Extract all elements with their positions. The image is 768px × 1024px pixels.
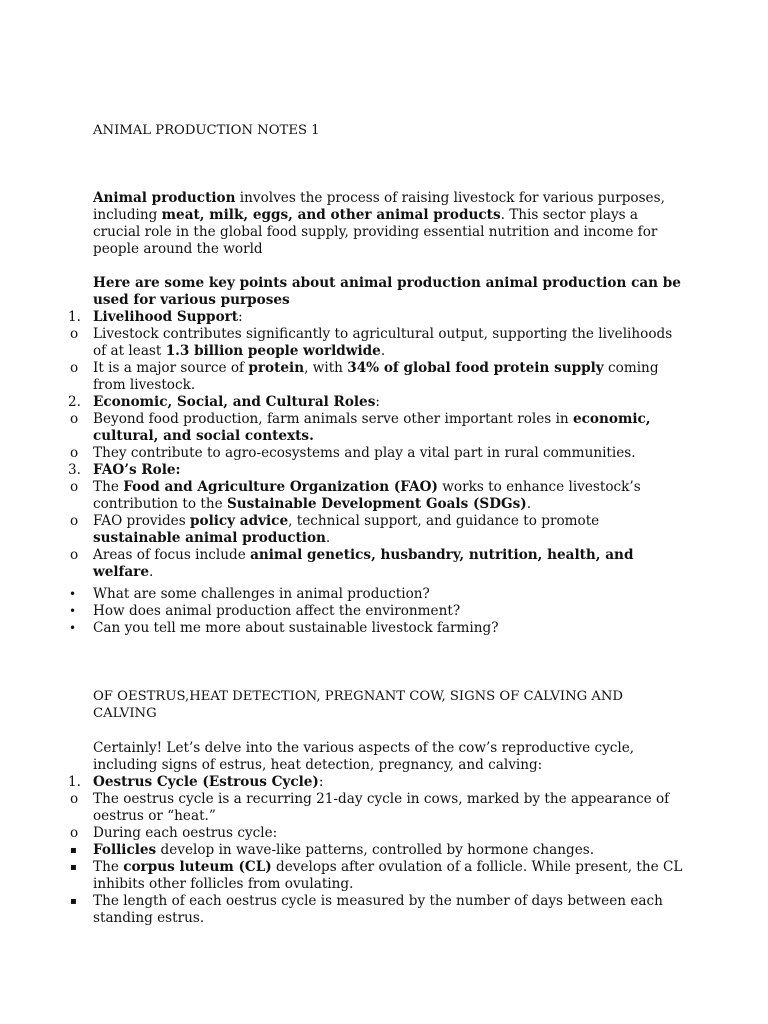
list-item: o Beyond food production, farm animals serve other important roles in economic, cultural, and social contexts.: [70, 411, 651, 444]
questions-list: [69, 586, 683, 637]
list-item: 2. Economic, Social, and Cultural Roles:: [68, 394, 380, 410]
list-item: 3. FAO’s Role:: [68, 462, 181, 478]
list-item: ▪ The length of each oestrus cycle is measured by the number of days between each standing estrus.: [70, 893, 663, 926]
list-item: 1. Livelihood Support:: [68, 309, 243, 325]
list-item: o Livestock contributes significantly to agricultural output, supporting the livelihoods of at least 1.3 billion people worldwide.: [70, 326, 673, 359]
section-heading: OF OESTRUS,HEAT DETECTION, PREGNANT COW, SIGNS OF CALVING AND CALVING: [93, 689, 623, 721]
intro-paragraph: Animal production involves the process of raising livestock for various purposes, including meat, milk, eggs, and other animal products. This sector plays a crucial role in the global food supply, providing essential nutrition and income for people around the world: [93, 190, 665, 257]
list-item: • How does animal production affect the environment?: [69, 603, 461, 619]
oestrus-list: [68, 774, 683, 927]
list-item: o Areas of focus include animal genetics, husbandry, nutrition, health, and welfare.: [70, 547, 634, 580]
key-points-list: [68, 309, 683, 581]
list-item: o The oestrus cycle is a recurring 21-day cycle in cows, marked by the appearance of oestrus or “heat.”: [70, 791, 670, 824]
list-item: • What are some challenges in animal production?: [69, 586, 430, 602]
list-item: o They contribute to agro-ecosystems and play a vital part in rural communities.: [70, 445, 636, 461]
list-item: o FAO provides policy advice, technical support, and guidance to promote sustainable animal production.: [70, 513, 600, 546]
list-item: o During each oestrus cycle:: [70, 825, 278, 841]
list-item: 1. Oestrus Cycle (Estrous Cycle):: [68, 774, 324, 790]
list-item: ▪ The corpus luteum (CL) develops after ovulation of a follicle. While present, the CL inhibits other follicles from ovulating.: [70, 859, 683, 892]
intro-paragraph-2: Certainly! Let’s delve into the various aspects of the cow’s reproductive cycle, including signs of estrus, heat detection, pregnancy, and calving:: [93, 740, 635, 773]
document-title: ANIMAL PRODUCTION NOTES 1: [93, 123, 320, 138]
list-item: o The Food and Agriculture Organization (FAO) works to enhance livestock’s contribution to the Sustainable Development Goals (SDGs).: [70, 479, 641, 512]
list-item: o It is a major source of protein, with 34% of global food protein supply coming from livestock.: [70, 360, 659, 393]
list-item: ▪ Follicles develop in wave-like patterns, controlled by hormone changes.: [70, 842, 595, 858]
list-item: • Can you tell me more about sustainable livestock farming?: [69, 620, 499, 636]
key-points-heading: Here are some key points about animal production animal production can be used for various purposes: [93, 275, 681, 308]
